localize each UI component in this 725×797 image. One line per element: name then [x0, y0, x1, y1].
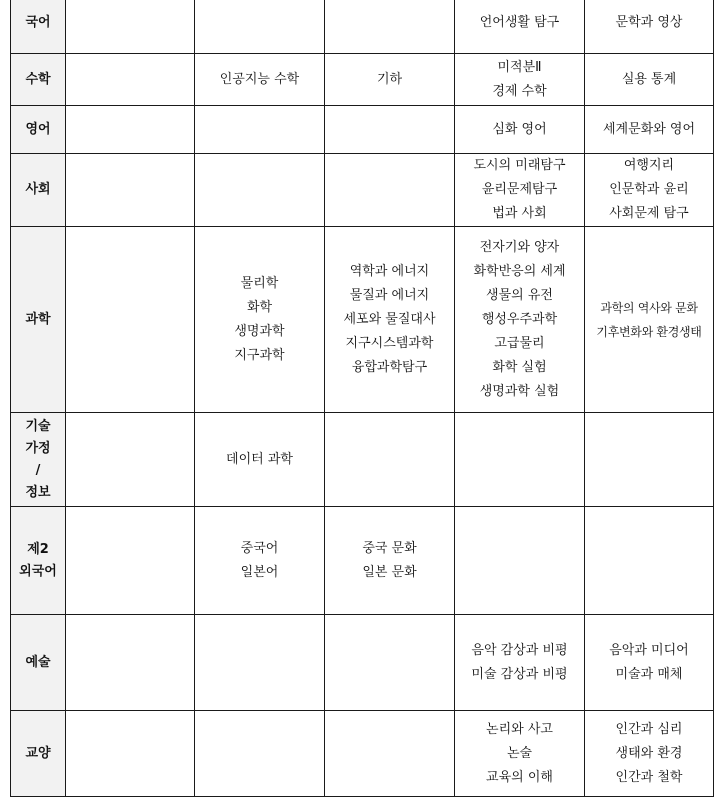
table-cell: [325, 507, 455, 615]
table-cell: [585, 413, 714, 507]
course-name: 중국 문화: [362, 540, 417, 556]
table-cell: [455, 507, 585, 615]
table-cell: [585, 0, 714, 54]
subject-label: /: [35, 462, 41, 478]
course-name: 미술과 매체: [615, 666, 683, 682]
course-name: 기하: [376, 71, 403, 87]
subject-cell: [11, 615, 66, 711]
table-cell: [195, 106, 325, 154]
subject-label: 영어: [25, 121, 51, 137]
table-cell: [195, 615, 325, 711]
table-cell: [195, 711, 325, 797]
table-cell: [325, 615, 455, 711]
table-row: [11, 507, 714, 615]
subject-label: 정보: [25, 484, 51, 500]
table-cell: [195, 227, 325, 413]
course-name: 화학 실험: [492, 359, 547, 375]
table-row: [11, 413, 714, 507]
course-name: 중국어: [240, 540, 279, 556]
table-cell: [455, 106, 585, 154]
course-name: 데이터 과학: [226, 451, 293, 467]
table-cell: [66, 106, 195, 154]
table-cell: [66, 227, 195, 413]
course-name: 기후변화와 환경생태: [596, 324, 702, 339]
table-cell: [455, 54, 585, 106]
subject-label: 기술: [25, 418, 51, 434]
table-row: [11, 711, 714, 797]
subject-label: 교양: [25, 745, 51, 761]
course-name: 생태와 환경: [615, 745, 683, 761]
course-name: 교육의 이해: [486, 769, 553, 785]
course-name: 논리와 사고: [486, 721, 553, 737]
course-name: 지구시스템과학: [345, 335, 434, 351]
table-cell: [325, 711, 455, 797]
course-name: 인문학과 윤리: [609, 182, 689, 197]
table-cell: [325, 154, 455, 227]
table-cell: [66, 507, 195, 615]
course-name: 문학과 영상: [615, 15, 683, 30]
table-row: [11, 615, 714, 711]
course-name: 생명과학: [234, 323, 285, 339]
subject-cell: [11, 0, 66, 54]
table-row: [11, 154, 714, 227]
course-name: 세포와 물질대사: [343, 311, 436, 327]
table-cell: [66, 413, 195, 507]
table-cell: [66, 54, 195, 106]
course-name: 논술: [506, 745, 533, 761]
course-name: 인간과 철학: [615, 769, 683, 785]
course-name: 인공지능 수학: [219, 71, 300, 87]
course-name: 언어생활 탐구: [479, 15, 560, 30]
table-cell: [195, 0, 325, 54]
subject-label: 외국어: [19, 563, 57, 579]
table-cell: [585, 106, 714, 154]
subject-label: 국어: [25, 15, 51, 30]
course-name: 세계문화와 영어: [602, 121, 696, 137]
course-name: 행성우주과학: [481, 311, 558, 327]
course-name: 화학반응의 세계: [473, 263, 566, 279]
table-cell: [66, 0, 195, 54]
subject-cell: [11, 507, 66, 615]
table-cell: [455, 227, 585, 413]
course-name: 인간과 심리: [615, 721, 683, 737]
table-cell: [455, 413, 585, 507]
course-name: 화학: [246, 299, 273, 315]
subject-label: 수학: [25, 71, 51, 87]
course-name: 고급물리: [494, 335, 545, 351]
course-name: 과학의 역사와 문화: [600, 300, 698, 315]
table-cell: [325, 227, 455, 413]
course-name: 역학과 에너지: [349, 263, 430, 279]
subject-cell: [11, 711, 66, 797]
course-name: 지구과학: [234, 347, 285, 363]
table-row: [11, 54, 714, 106]
table-cell: [195, 413, 325, 507]
table-cell: [455, 615, 585, 711]
table-cell: [585, 615, 714, 711]
subject-cell: [11, 54, 66, 106]
subject-label: 제2: [27, 541, 49, 557]
course-name: 도시의 미래탐구: [473, 158, 566, 173]
course-name: 음악과 미디어: [609, 642, 689, 658]
course-name: 음악 감상과 비평: [471, 642, 568, 658]
subject-label: 예술: [25, 654, 51, 670]
course-name: 실용 통계: [621, 71, 677, 87]
course-name: 일본어: [240, 564, 279, 580]
table-cell: [66, 711, 195, 797]
course-name: 법과 사회: [492, 206, 547, 221]
table-cell: [195, 154, 325, 227]
subject-cell: [11, 227, 66, 413]
subject-label: 과학: [25, 311, 51, 327]
subject-cell: [11, 106, 66, 154]
subject-cell: [11, 154, 66, 227]
table-cell: [325, 54, 455, 106]
course-name: 사회문제 탐구: [609, 206, 689, 221]
table-cell: [325, 413, 455, 507]
table-cell: [195, 507, 325, 615]
table-row: [11, 227, 714, 413]
table-cell: [455, 154, 585, 227]
table-row: [11, 0, 714, 54]
course-name: 미적분Ⅱ: [497, 59, 542, 75]
table-cell: [585, 227, 714, 413]
table-cell: [585, 507, 714, 615]
course-name: 심화 영어: [492, 121, 547, 137]
course-name: 경제 수학: [492, 83, 547, 99]
table-cell: [455, 0, 585, 54]
subject-cell: [11, 413, 66, 507]
course-name: 물질과 에너지: [349, 287, 430, 303]
table-row: [11, 106, 714, 154]
table-cell: [325, 106, 455, 154]
table-cell: [585, 711, 714, 797]
table-cell: [585, 154, 714, 227]
table-cell: [325, 0, 455, 54]
curriculum-table: [10, 0, 714, 797]
table-cell: [66, 615, 195, 711]
course-name: 융합과학탐구: [351, 359, 428, 375]
course-name: 여행지리: [623, 158, 675, 173]
table-cell: [195, 54, 325, 106]
course-name: 생물의 유전: [486, 287, 553, 303]
subject-label: 가정: [25, 440, 51, 456]
table-cell: [585, 54, 714, 106]
course-name: 미술 감상과 비평: [471, 666, 568, 682]
subject-label: 사회: [25, 182, 51, 197]
course-name: 물리학: [240, 275, 279, 291]
course-name: 전자기와 양자: [479, 239, 560, 255]
table-cell: [66, 154, 195, 227]
course-name: 생명과학 실험: [479, 383, 560, 399]
course-name: 일본 문화: [362, 564, 417, 580]
table-cell: [455, 711, 585, 797]
course-name: 윤리문제탐구: [481, 182, 558, 197]
